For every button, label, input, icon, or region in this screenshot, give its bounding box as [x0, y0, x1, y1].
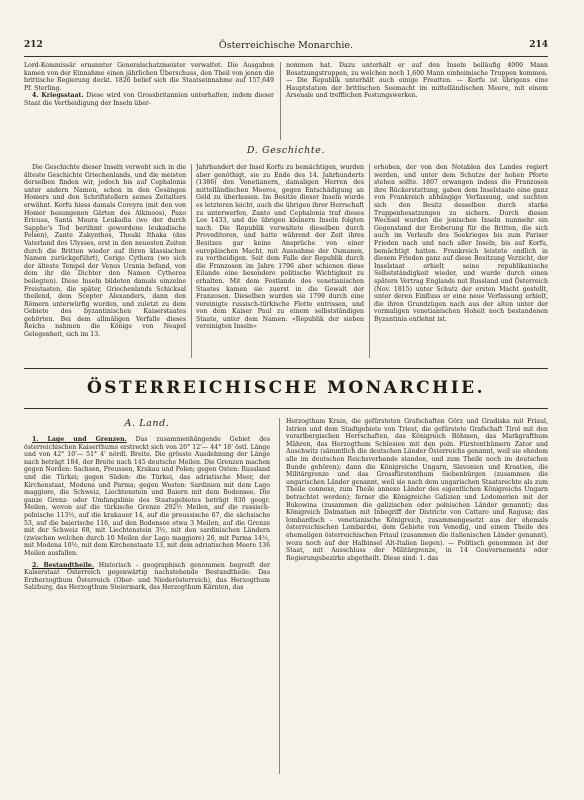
- geschichte-column-3: [374, 164, 548, 358]
- bestandtheile-heading: 2. Bestandtheile.: [32, 561, 94, 569]
- lage-heading: 1. Lage und Grenzen.: [32, 436, 127, 443]
- geschichte-column-2: [196, 164, 364, 358]
- page-number-right: 214: [529, 40, 548, 50]
- land-left-column: [24, 436, 270, 774]
- bestandtheile-paragraph: [24, 562, 270, 592]
- geschichte-column-1: [24, 164, 186, 358]
- lage-text: Das zusammenhängende Gebiet des österreichischen Kaiserthums erstreckt sich von 26° 12'— 44° 18' östl. Länge und von 42° 10'— 51° 4' nördl. Breite. Die grösste Ausdehnung der Länge nach beträgt 184, der Breite nach 145 deutsche Meilen. Die Grenzen machen gegen Norden: Sachsen, Preussen, Krakau und Polen; gegen Osten: Russland und die Türkei; gegen Süden: die Türkei, das adriatische Meer, der Kirchenstaat, Modena und Parma; gegen Westen: Sardinien mit dem Lago maggiore, die Schweiz, Liechtenstein und Baiern mit dem Bodensee. Die ganze Grenz- oder Umfangslinie des Staatsgebietes beträgt 930 geogr. Meilen, wovon auf die türkische Grenze 292½ Meilen, auf die russisch-polnische 113½, auf die krakauer 14, auf die preussische 67, die sächsische 53, auf die baierische 116, auf den Bodensee etwa 3 Meilen, auf die Grenze mit der Schweiz 68, mit Liechtenstein 3½, mit den sardinischen Ländern (zwischen welchen durch 10 Meilen der Lago maggiore) 26, mit Parma 14½, mit Modena 10½, mit dem Kirchenstaate 13, mit dem adriatischen Meere 136 Meilen ausfallen.: [24, 436, 270, 557]
- top-right-column: [286, 62, 548, 140]
- geschichte-text-1: Die Geschichte dieser Inseln verwebt sich in die älteste Geschichte Griechenlands, und die meisten derselben finden wir, jedoch bis auf Cephalonia unter andern Namen, schon in den Gesängen Homers und den Schriftstellern seines Zeitalters erwähnt. Korfu hiess damals Coreyra (mit den von Homer besungenen Gärten des Alkinoos), Paxo Ericusa, Santa Maura Leukadia (wo der durch Sappho's Tod berühmt gewordene leukadische Felsen), Zante Zakynthos, Theaki Ithaka (das Vaterland des Ulysses, erst in den neuesten Zeiten durch die Britten wieder auf ihren klassischen Namen zurückgeführt), Cerigo Cythera (wo sich der älteste Tempel der Venus Urania befand, von dem ihr die Dichter den Namen Cytherea beilegten). Diese Inseln bildeten damals einzelne Freistaaten, die später, Griechenlands Schicksal theilend, dem Scepter Alexanders, dann den Römern unterwürfig wurden, und zuletzt zu dem Gebiete des byzantinischen Kaiserstaates gehörten. Bei dem allmäligen Verfalle dieses Reichs nahmen die Könige von Neapel Gelegenheit, sich im 13.: [24, 164, 186, 339]
- column-divider: [279, 418, 280, 774]
- top-right-paragraph: nommen hat. Dazu unterhält er auf den Inseln beiläufig 4000 Mann Besatzungstruppen, zu welchen noch 1,600 Mann einheimische Truppen kommen. — Die Republik unterhält auch einige Freatten. — Korfu ist übrigens eine Hauptstation der brittischen Seemacht im mittelländischen Meere, mit einem Arsenale und trefflichen Festungswerken.: [286, 62, 548, 100]
- land-right-column: [286, 418, 548, 774]
- lage-paragraph: [24, 436, 270, 558]
- main-title: ÖSTERREICHISCHE MONARCHIE.: [86, 378, 486, 398]
- kriegsstaat-text: Diese wird von Grossbritannien unterhalten, indem dieser Staat die Vertheidigung der Inseln über-: [24, 92, 274, 107]
- running-title: Österreichische Monarchie.: [218, 40, 354, 51]
- running-header: [24, 40, 548, 56]
- column-divider: [280, 62, 281, 140]
- page-number-left: 212: [24, 40, 43, 50]
- bestandtheile-text: Historisch - geographisch genommen begreift der Kaiserstaat Österreich gegenwärtig nachstehende Bestandtheile: Das Erzherzogthum Österreich (Ober- und Niederösterreich), das Herzogthum Salzburg, das Herzogthum Steiermark, das Herzogthum Kärnten, das: [24, 561, 270, 592]
- geschichte-text-3: erhoben, der von den Notablen des Landes regiert werden, und unter dem Schutze der hohen Pforte stehen sollte. 1807 erwangen indess die Franzosen ihre Rückerstattung, gaben dem Inselstaate eine ganz von Frankreich abhängige Verfassung, und suchten sich den Besitz desselben durch starke Truppenbesatzungen zu sichern. Durch diesen Wechsel wurden die jonischen Inseln nunmehr ein Gegenstand der Eroberung für die Britten, die sich auch im Verlaufe des Seekrieges bis zum Pariser Frieden nach und nach aller Inseln, bis auf Korfu, bemächtigt hatten. Frankreich leistete endlich in diesem Frieden ganz auf diese Besitzung Verzicht, der Inselstaat erhielt seine republikanische Selbstständigkeit wieder, und wurde durch einen spätern Vertrag Englands mit Russland und Österreich (Nov. 1815) unter Schutz der ersten Macht gestellt, unter deren Einfluss er eine neue Verfassung erhielt, die ihren Grundzügen nach aus der alten unter der vormaligen venetianischen Hoheit noch bestandenen Byzantinia entlehnt ist.: [374, 164, 548, 323]
- section-rule-top: [24, 368, 548, 369]
- geschichte-text-2: Jahrhundert der Insel Korfu zu bemächtigen, wurden aber genöthigt, sie zu Ende des 14. Jahrhunderts (1386) den Venetianern, damaligen Herren des mittelländischen Meeres, gegen Entschädigung an Geld zu überlassen. Im Besitze dieser Inseln wurde es letzteren leicht, auch die übrigen ihrer Herrschaft zu unterwerfen, Zanto und Cephalonia traf dieses Los 1433, und die übrigen kleinern Inseln folgten nach. Die Republik verwaltete dieselben durch Proveditoren, und hatte während der Zeit ihres Besitzes gar keine Ansprüche von einer europäischen Macht, mit Ausnahme der Osmanen, zu vertheidigen. Seit dem Falle der Republik durch die Franzosen im Jahre 1796 aber schienen diese Eilande eine besondere politische Wichtigkeit zu erhalten. Mit dem Festlande des venetianischen Staates kamen sie zuerst in die Gewalt der Franzosen. Dieselben wurden sie 1799 durch eine vereinigte russisch-türkische Flotte entrissen, und von dem Kaiser Paul zu einem selbstständigen Staate, unter dem Namen: «Republik der sieben vereinigten Inseln»: [196, 164, 364, 331]
- header-rule: [24, 56, 548, 57]
- land-heading: A. Land.: [124, 418, 170, 429]
- geschichte-heading: D. Geschichte.: [246, 145, 326, 156]
- land-right-text: Herzogthum Krain, die gefürsteten Grafschaften Görz und Gradiska mit Friaul, Istrien und dem Stadtgebiete von Triest, die gefürstete Grafschaft Tirol mit den vorarlbergischen Herrschaften, das Königreich Böhmen, das Markgrafthum Mähren, das Herzogthum Schlesien mit den poln. Fürstenthümern Zator und Auschwitz (sämmtlich die deutschen Länder Österreichs genannt, weil sie ehedem alle im deutschen Reichsverbande standen, und zum Theile noch im deutschen Bunde gehören); dann die Königreiche Ungarn, Slavonien und Kroatien, die Militärgrenze und das Grossfürstenthum Siebenbürgen (zusammen die ungarischen Länder genannt, weil sie nach dem ungarischen Staatsrechte als zum Theile connexe, zum Theile annexe Länder des eigentlichen Königreichs Ungarn betrachtet werden); ferner die Königreiche Galizien und Lodomerien mit der Bukowina (zusammen die galizischen oder polnischen Länder genannt); das Königreich Dalmatien mit Inbegriff der Districte von Cattaro und Ragusa; das lombardisch - venetianische Königreich, zusammengesetzt aus der ehemals österreichischen Lombardei, dem Gebiete von Venedig, und einem Theile des ehemaligen österreichischen Friaul (zusammen die italienischen Länder genannt), wozu noch auf der Halbinsel Alt-Italien liegen). — Politisch genommen ist der Staat, mit Ausschluss der Militärgrenze, in 14 Gouvernements oder Regierungsbezirke abgetheilt. Diese sind: 1. das: [286, 418, 548, 562]
- column-divider: [191, 164, 192, 358]
- top-left-column: [24, 62, 274, 140]
- section-rule-bottom: [24, 408, 548, 409]
- top-left-paragraph: Lord-Kommissär ernannter Generalschatzmeister verwaltet. Die Ausgaben kamen von der Einnahme einen jährlichen Überschuss, den Theil von jenen die brittische Regierung deckt. 1826 belief sich die Staatseinnahme auf 157,649 Pf. Sterling.: [24, 62, 274, 92]
- kriegsstaat-heading: 4. Kriegsstaat.: [32, 92, 84, 100]
- column-divider: [369, 164, 370, 358]
